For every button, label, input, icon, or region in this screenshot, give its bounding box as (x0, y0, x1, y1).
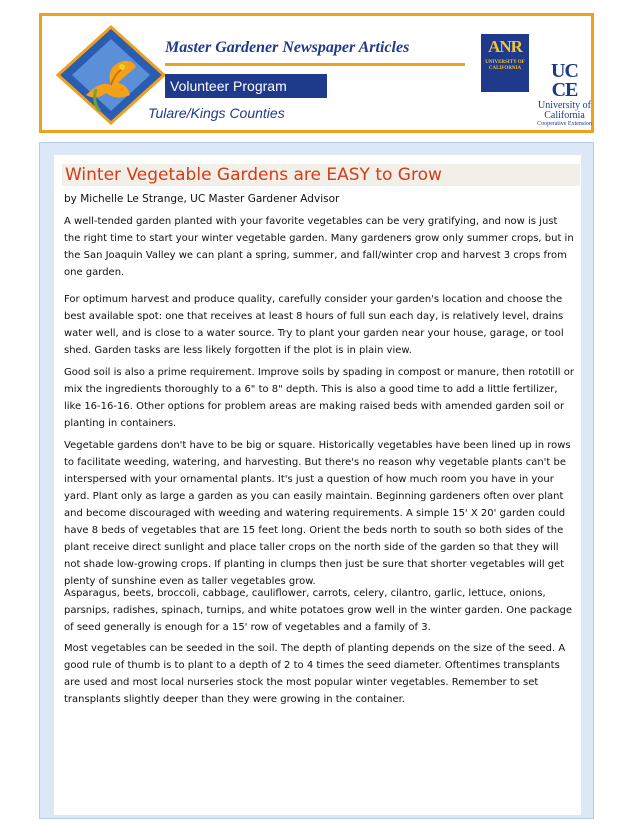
program-label: Volunteer Program (165, 74, 327, 98)
article-paragraph: For optimum harvest and produce quality, carefully consider your garden's location and choose the best available spot: one that receives at least 8 hours of full sun each day, is relatively level, drains water well, and is close to a water source. Try to plant your garden near your house, garage, or tool shed. Garden tasks are less likely forgotten if the plot is in plain view. (64, 294, 564, 356)
ucce-logo-line1: University of California (537, 100, 592, 121)
header-rule (165, 63, 465, 66)
article-paragraph: Asparagus, beets, broccoli, cabbage, cauliflower, carrots, celery, cilantro, garlic, lettuce, onions, parsnips, radishes, spinach, turnips, and white potatoes grow well in the winter garden. One package of seed generally is enough for a 15' row of vegetables and a family of 3. (64, 588, 573, 633)
article-byline: by Michelle Le Strange, UC Master Gardener Advisor (64, 193, 340, 205)
anr-logo-letters: ANR (488, 37, 522, 56)
article-paragraph: Good soil is also a prime requirement. Improve soils by spading in compost or manure, then rototill or mix the ingredients thoroughly to a 6" to 8" depth. This is also a good time to add a little fertilizer, like 16-16-16. Other options for problem areas are making raised beds with amended garden soil or planting in containers. (64, 367, 574, 429)
anr-logo-subtext: UNIVERSITY OF CALIFORNIA (485, 60, 525, 71)
counties-label: Tulare/Kings Counties (148, 105, 285, 121)
header-title: Master Gardener Newspaper Articles (165, 39, 410, 56)
article-paragraph: Vegetable gardens don't have to be big or square. Historically vegetables have been lined up in rows to facilitate weeding, watering, and harvesting. But there's no reason why vegetable plants can't be interspersed with your ornamental plants. It's just a question of how much room you have in your yard. Plant only as large a garden as you can easily maintain. Beginning gardeners often over plant and become discouraged with weeding and watering requirements. A simple 15' X 20' garden could have 8 beds of vegetables that are 15 feet long. Orient the beds north to south so both sides of the plant receive direct sunlight and place taller crops on the north side of the garden so that they will not shade low-growing crops. If planting in clumps then just be sure that shorter vegetables will get plenty of sunshine even as taller vegetables grow. (64, 440, 571, 587)
article-title: Winter Vegetable Gardens are EASY to Grow (62, 164, 580, 186)
ucce-logo-bottom: CE (551, 79, 578, 101)
anr-logo (481, 34, 529, 92)
ucce-logo-top: UC (551, 60, 578, 82)
ucce-logo (537, 62, 592, 132)
ucce-logo-line2: Cooperative Extension (537, 121, 592, 127)
article-paragraph: A well-tended garden planted with your favorite vegetables can be very gratifying, and now is just the right time to start your winter vegetable garden. Many gardeners grow only summer crops, but in the San Joaquin Valley we can plant a spring, summer, and fall/winter crop and harvest 3 crops from one garden. (64, 216, 574, 278)
article-paragraph: Most vegetables can be seeded in the soil. The depth of planting depends on the size of the seed. A good rule of thumb is to plant to a depth of 2 to 4 times the seed diameter. Oftentimes transplants are used and most local nurseries stock the most popular winter vegetables. Remember to set transplants slightly deeper than they were growing in the container. (64, 643, 566, 705)
